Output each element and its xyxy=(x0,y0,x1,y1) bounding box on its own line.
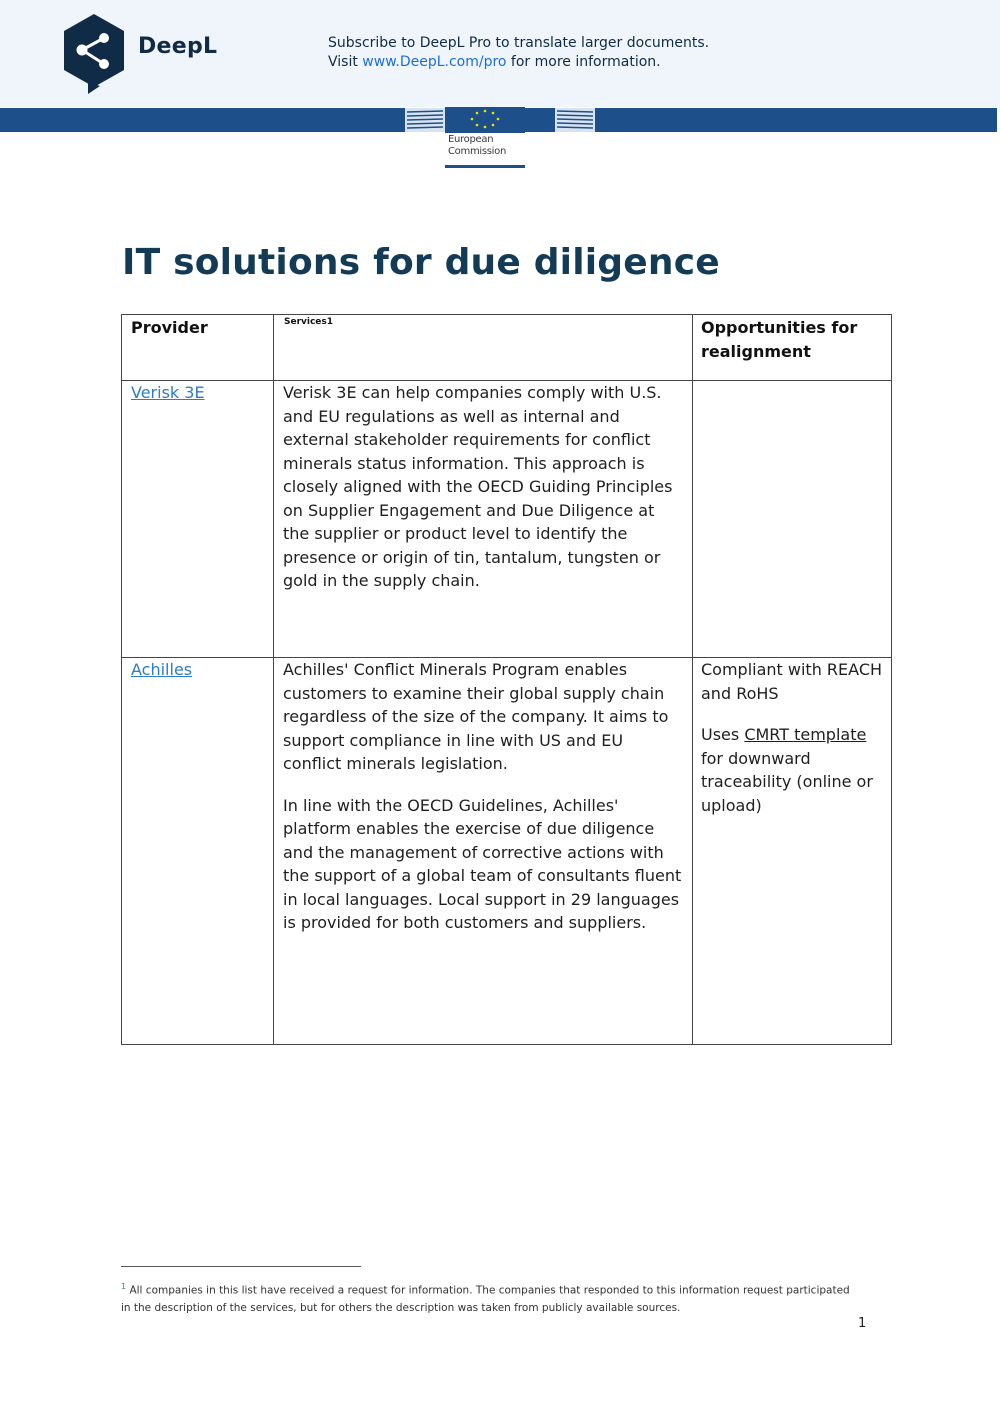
footnote xyxy=(121,1278,861,1317)
providers-table xyxy=(121,314,892,1045)
deepl-pro-link[interactable]: www.DeepL.com/pro xyxy=(362,54,507,70)
opportunities-paragraph xyxy=(701,723,891,817)
services-cell-verisk-3e xyxy=(283,381,685,611)
table-column-divider xyxy=(273,315,274,1044)
promo-line-2-prefix: Visit xyxy=(328,54,363,70)
deepl-promo-banner xyxy=(0,0,1000,107)
services-paragraph: Achilles' Conflict Minerals Program enables customers to examine their global supply chain regardless of the size of the company. It aims to support compliance in line with US and EU conflict minerals legislation. xyxy=(283,660,669,773)
header-provider: Provider xyxy=(131,318,208,337)
header-opportunities: Opportunities for realignment xyxy=(701,318,858,361)
eu-caption-line-1: European xyxy=(448,134,494,145)
opportunities-prefix: Uses xyxy=(701,725,745,744)
opportunities-suffix: for downward traceability (online or upload) xyxy=(701,748,873,815)
promo-line-2-suffix: for more information. xyxy=(506,54,661,70)
footnote-marker: 1 xyxy=(121,1282,127,1291)
services-paragraph: Verisk 3E can help companies comply with U.S. and EU regulations as well as internal and external stakeholder requirements for conflict minerals status information. This approach is closely aligned with the OECD Guiding Principles on Supplier Engagement and Due Diligence at the supplier or product level to identify the presence or origin of tin, tantalum, tungsten or gold in the supply chain. xyxy=(283,383,673,590)
provider-link-achilles[interactable]: Achilles xyxy=(131,660,193,679)
footnote-text: All companies in this list have received a request for information. The companies that responded to this information request participated in the description of the services, but for others the description was taken from publicly available sources. xyxy=(121,1284,850,1314)
footnote-separator xyxy=(121,1266,361,1267)
services-cell-achilles xyxy=(283,658,685,953)
page-number: 1 xyxy=(858,1316,867,1331)
promo-message xyxy=(328,34,709,72)
opportunities-paragraph: Compliant with REACH and RoHS xyxy=(701,660,883,703)
page-title: IT solutions for due diligence xyxy=(122,242,720,283)
services-paragraph: In line with the OECD Guidelines, Achilles' platform enables the exercise of due diligence and the management of corrective actions with the support of a global team of consultants fluent in local languages. Local support in 29 languages is provided for both customers and suppliers. xyxy=(283,795,682,932)
header-services: Services1 xyxy=(284,317,334,327)
provider-link-verisk-3e[interactable]: Verisk 3E xyxy=(131,383,205,402)
promo-line-2 xyxy=(328,53,709,72)
eu-caption-line-2: Commission xyxy=(448,146,507,157)
table-column-divider xyxy=(692,315,693,1044)
eu-logo-caption xyxy=(448,134,506,158)
deepl-wordmark: DeepL xyxy=(138,34,218,59)
deepl-logo-icon xyxy=(60,12,128,94)
opportunities-cell-achilles xyxy=(701,658,891,835)
cmrt-template-link[interactable]: CMRT template xyxy=(744,725,867,744)
promo-line-1: Subscribe to DeepL Pro to translate larger documents. xyxy=(328,35,710,51)
